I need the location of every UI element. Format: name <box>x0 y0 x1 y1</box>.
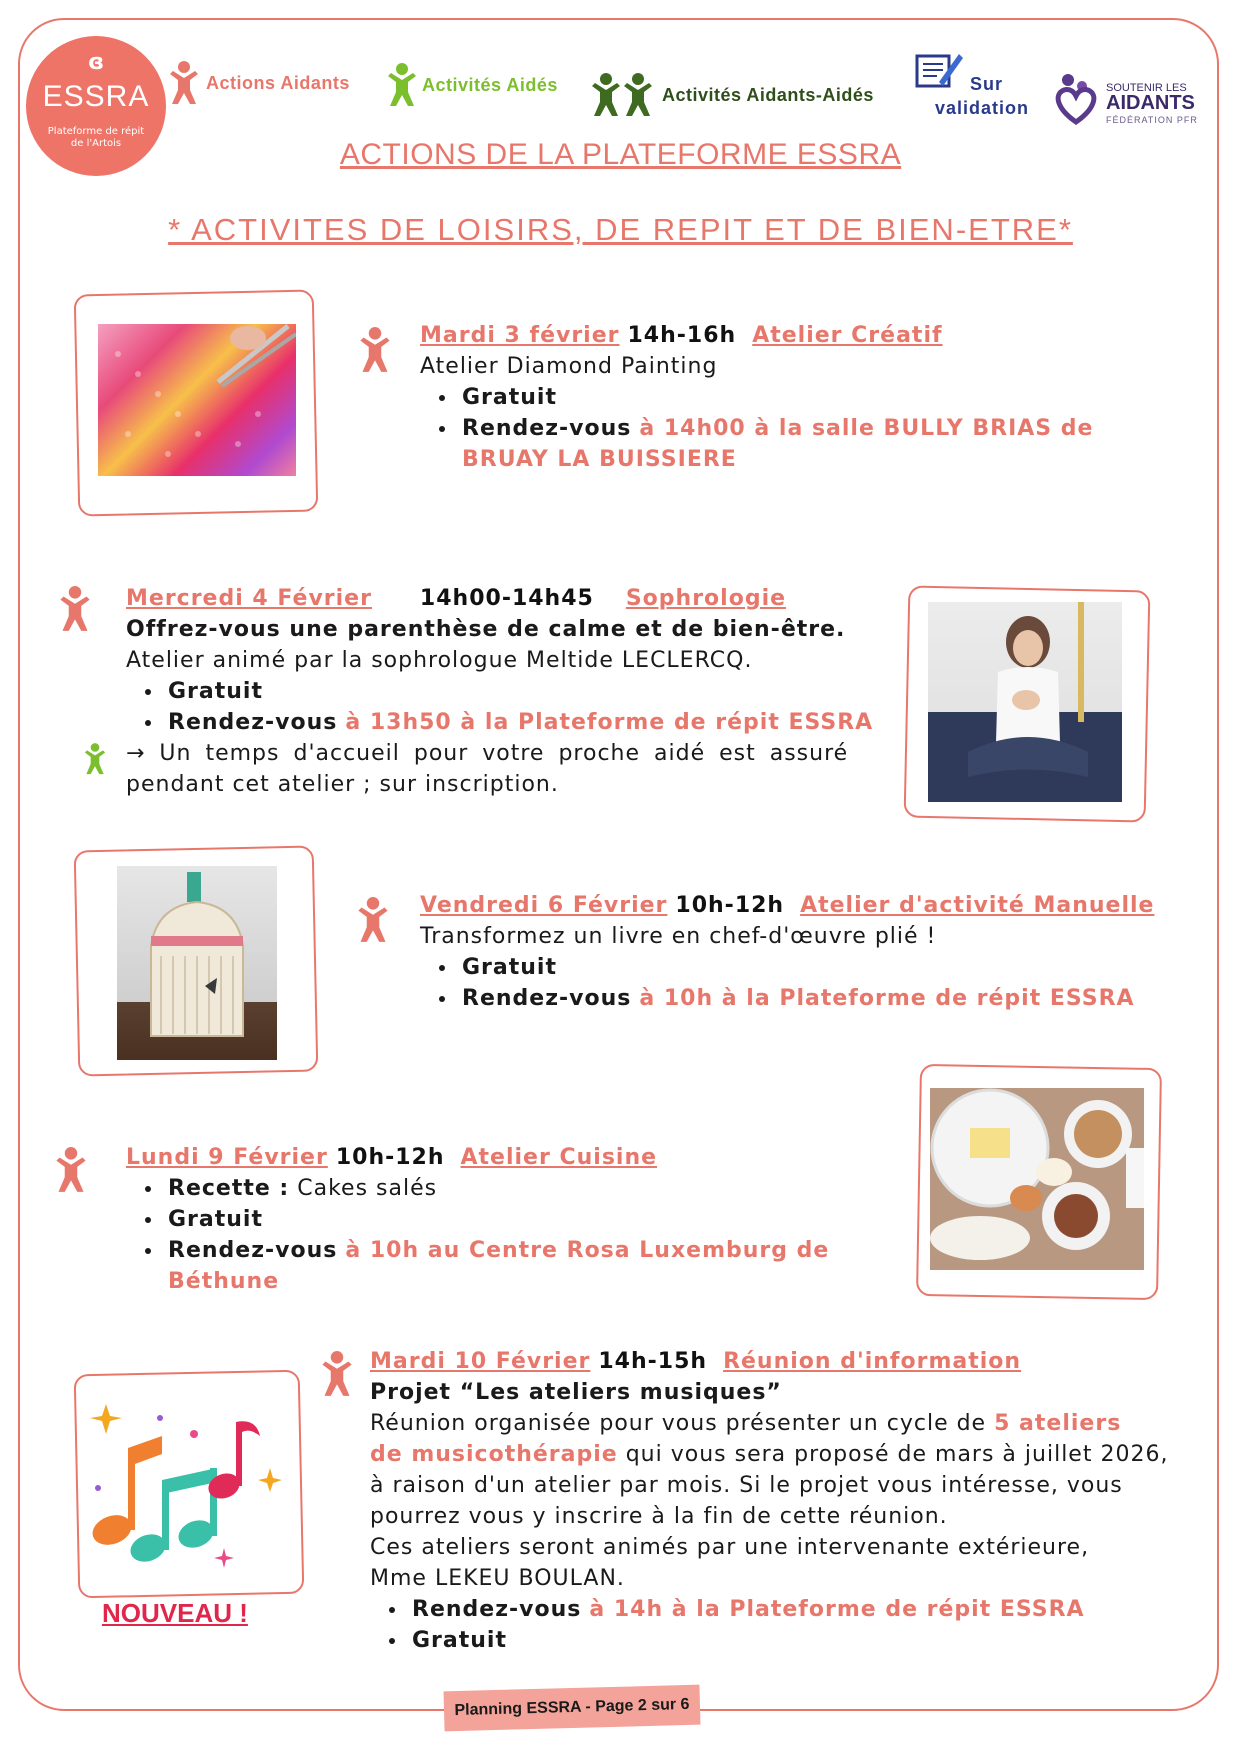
legend-aidants <box>166 60 350 106</box>
event-activity: Réunion d'information <box>723 1349 1022 1374</box>
aidant-activity-icon <box>354 896 392 944</box>
event-price: • Gratuit <box>408 1625 1168 1656</box>
aidant-activity-icon <box>356 326 394 374</box>
aidant-activity-icon <box>318 1350 356 1398</box>
rdv-details-cont: BRUAY LA BUISSIERE <box>462 447 737 472</box>
cooking-ingredients-photo <box>930 1088 1144 1270</box>
event-activity: Sophrologie <box>625 586 787 611</box>
page-subtitle: * ACTIVITES DE LOISIRS, DE REPIT ET DE BIEN-ETRE* <box>168 212 1073 247</box>
ingredients-icon <box>930 1088 1144 1270</box>
folded-book-icon <box>117 866 277 1060</box>
meditating-woman-icon <box>928 602 1122 802</box>
logo-subtitle: Plateforme de répit de l'Artois <box>47 126 145 149</box>
event-para3: à raison d'un atelier par mois. Si le projet vous intéresse, vous <box>370 1473 1123 1498</box>
legend-sur: Sur <box>970 74 1004 94</box>
event-note-line1: → Un temps d'accueil pour votre proche aidé est assuré <box>126 741 849 766</box>
rdv-label: Rendez-vous <box>168 710 338 735</box>
event-para2a: de musicothérapie <box>370 1442 618 1467</box>
folded-book-photo <box>117 866 277 1060</box>
legend-aidants-aides <box>590 72 874 118</box>
event-price: • Gratuit <box>458 952 1154 983</box>
aidant-activity-icon <box>56 585 94 633</box>
event-time: 14h-16h <box>627 323 737 348</box>
rdv-details: à 14h00 à la salle BULLY BRIAS de <box>639 416 1094 441</box>
logo-brand: ESSRA <box>42 80 150 113</box>
music-notes-image <box>84 1388 294 1578</box>
legend-aides <box>384 62 558 108</box>
event-para6: Mme LEKEU BOULAN. <box>370 1566 625 1591</box>
rdv-details: à 14h à la Plateforme de répit ESSRA <box>589 1597 1085 1622</box>
event-activity: Atelier Cuisine <box>460 1145 658 1170</box>
aidant-figure-icon <box>166 60 202 106</box>
rdv-label: Rendez-vous <box>168 1238 338 1263</box>
soutenir-les-aidants-logo <box>1052 72 1198 130</box>
event-time: 10h-12h <box>675 893 785 918</box>
event-para5: Ces ateliers seront animés par une intervenante extérieure, <box>370 1535 1090 1560</box>
sophrologie-photo <box>928 602 1122 802</box>
event-activite-manuelle <box>420 890 1154 1014</box>
logo-mark-icon: ɞ <box>87 50 105 75</box>
legend-aidants-aides-label: Activités Aidants-Aidés <box>662 84 874 105</box>
page-title: ACTIONS DE LA PLATEFORME ESSRA <box>339 138 902 171</box>
event-price: • Gratuit <box>458 382 1093 413</box>
event-para1a: Réunion organisée pour vous présenter un cycle de <box>370 1411 987 1436</box>
event-para2b: qui vous sera proposé de mars à juillet 2026, <box>625 1442 1169 1467</box>
event-sophrologie <box>126 583 873 800</box>
event-note-line2: pendant cet atelier ; sur inscription. <box>126 772 559 797</box>
event-description: Atelier animé par la sophrologue Meltide LECLERCQ. <box>126 648 753 673</box>
event-date: Mercredi 4 Février <box>126 586 372 611</box>
aide-figure-icon <box>384 62 420 108</box>
legend-aidants-label: Actions Aidants <box>206 72 350 93</box>
rdv-label: Rendez-vous <box>412 1597 582 1622</box>
soutenir-line3: FÉDÉRATION PFR <box>1106 115 1198 125</box>
event-activity: Atelier d'activité Manuelle <box>800 893 1155 918</box>
event-price: • Gratuit <box>164 676 873 707</box>
event-reunion-information <box>370 1346 1168 1656</box>
event-project: Projet “Les ateliers musiques” <box>370 1380 782 1405</box>
event-time: 14h00-14h45 <box>419 586 594 611</box>
validation-document-icon <box>915 50 965 94</box>
rdv-label: Rendez-vous <box>462 416 632 441</box>
event-description: Atelier Diamond Painting <box>420 354 718 379</box>
recette-value: Cakes salés <box>297 1176 438 1201</box>
event-date: Vendredi 6 Février <box>420 893 668 918</box>
event-date: Lundi 9 Février <box>126 1145 328 1170</box>
nouveau-label: NOUVEAU ! <box>102 1598 248 1628</box>
soutenir-line2: AIDANTS <box>1106 92 1195 114</box>
diamond-painting-photo <box>98 324 296 476</box>
rdv-details: à 13h50 à la Plateforme de répit ESSRA <box>345 710 874 735</box>
event-atelier-cuisine <box>126 1142 829 1297</box>
page-footer: Planning ESSRA - Page 2 sur 6 <box>444 1685 701 1732</box>
event-time: 10h-12h <box>335 1145 445 1170</box>
rdv-label: Rendez-vous <box>462 986 632 1011</box>
heart-people-icon <box>1052 72 1100 126</box>
aidant-aide-figures-icon <box>590 72 656 118</box>
event-time: 14h-15h <box>598 1349 708 1374</box>
legend-aides-label: Activités Aidés <box>422 74 558 95</box>
event-atelier-creatif <box>420 320 1093 475</box>
event-para4: pourrez vous y inscrire à la fin de cette réunion. <box>370 1504 948 1529</box>
event-activity: Atelier Créatif <box>752 323 943 348</box>
event-para1b: 5 ateliers <box>994 1411 1122 1436</box>
rdv-details: à 10h à la Plateforme de répit ESSRA <box>639 986 1135 1011</box>
event-tagline: Offrez-vous une parenthèse de calme et de bien-être. <box>126 617 846 642</box>
soutenir-line1: SOUTENIR LES <box>1106 82 1187 94</box>
event-date: Mardi 10 Février <box>370 1349 591 1374</box>
event-price: • Gratuit <box>164 1204 829 1235</box>
aidant-activity-icon <box>52 1146 90 1194</box>
rdv-details-cont: Béthune <box>168 1269 280 1294</box>
legend-validation: validation <box>935 98 1030 118</box>
recette-label: Recette : <box>168 1176 290 1201</box>
event-date: Mardi 3 février <box>420 323 620 348</box>
tweezers-icon <box>98 324 296 476</box>
rdv-details: à 10h au Centre Rosa Luxemburg de <box>345 1238 830 1263</box>
event-description: Transformez un livre en chef-d'œuvre plié ! <box>420 924 937 949</box>
music-notes-icon <box>84 1388 294 1578</box>
aide-activity-icon <box>82 742 108 776</box>
